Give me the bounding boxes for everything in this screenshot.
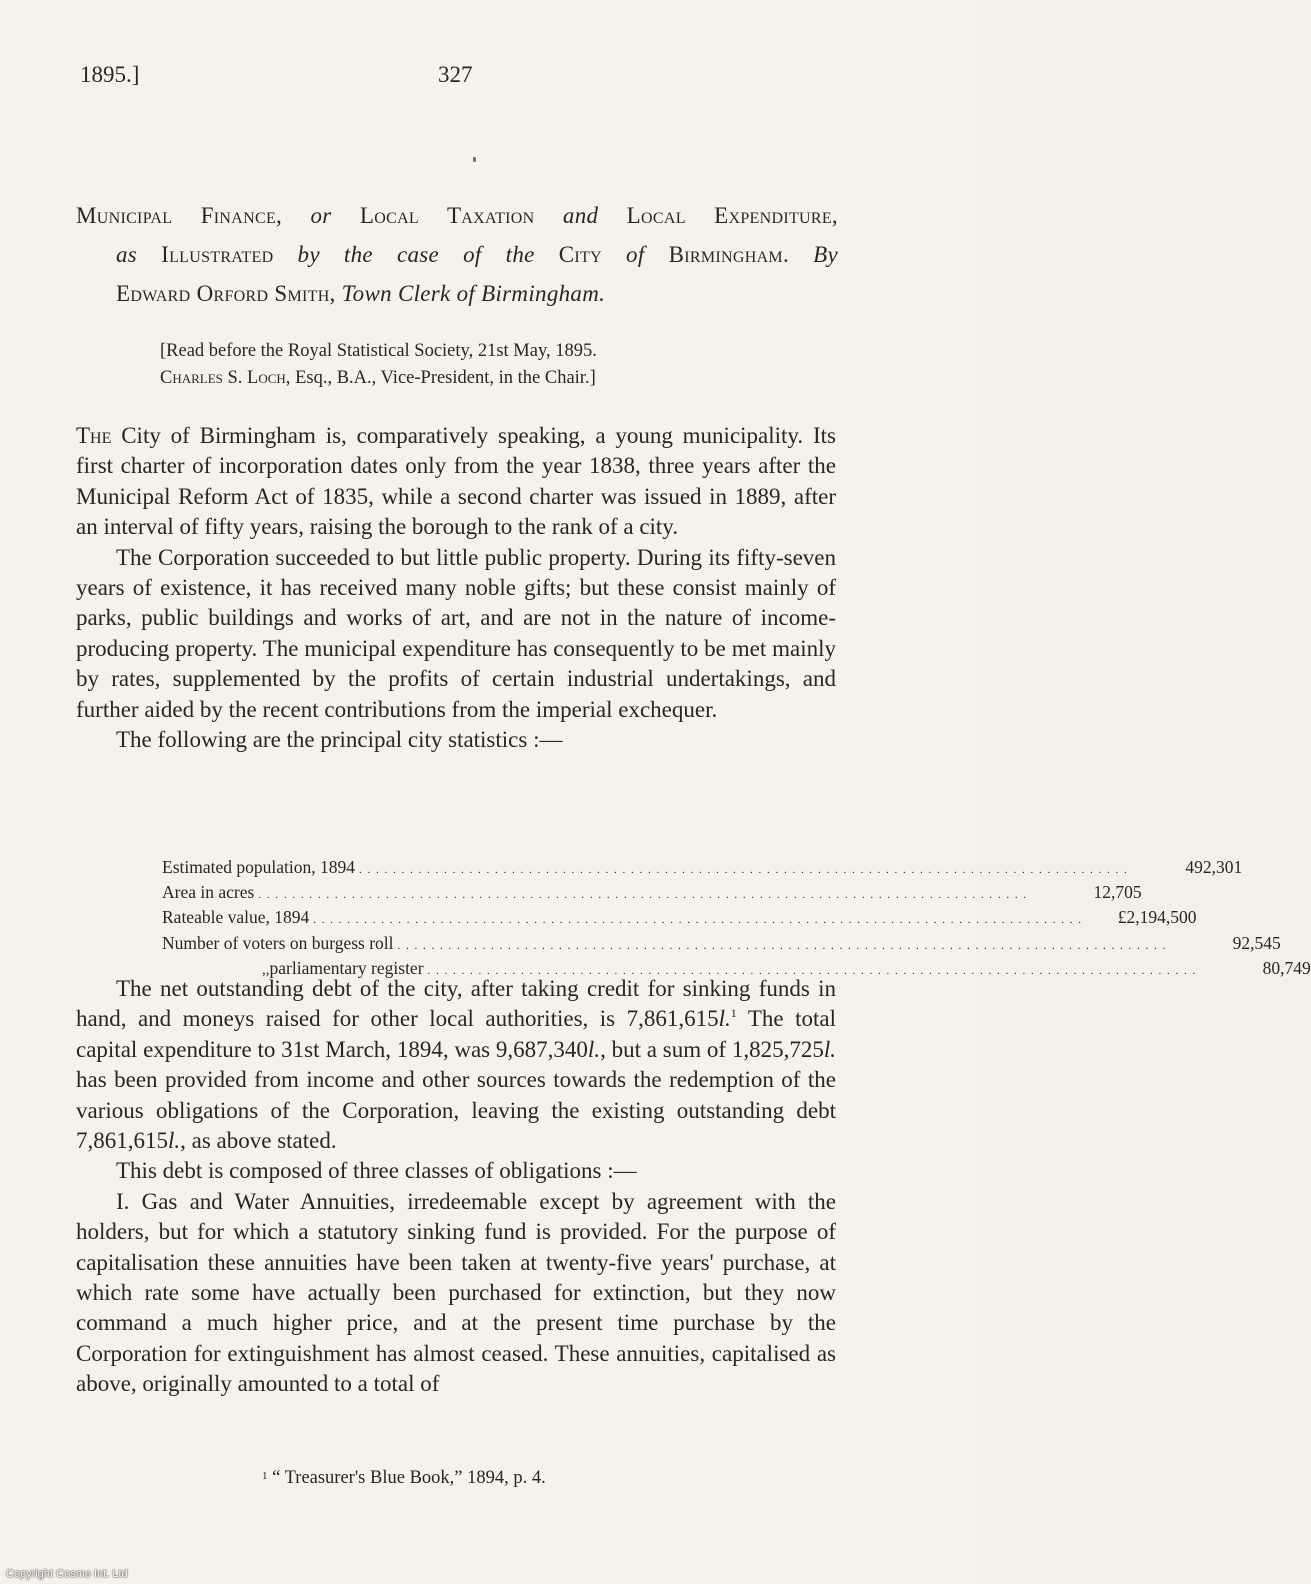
paragraph-1-lead: The [76,423,112,448]
body-text-lower [76,974,836,1400]
leader-dots: . . . . . . . . . . . . . . . . . . . . . . . . . . . . . . . . . . . . . . . . . . . . . . . . . . . . . . . . . . . . . . . . . . . . . . . . . . . . . . . . . . . . . . . . . . . [358,864,1129,876]
leader-dots: . . . . . . . . . . . . . . . . . . . . . . . . . . . . . . . . . . . . . . . . . . . . . . . . . . . . . . . . . . . . . . . . . . . . . . . . . . . . . . . . . . . . . . . . . . . [397,939,1167,952]
stat-value: 492,301 [1185,857,1243,877]
page-number: 327 [438,62,473,87]
title-line-2 [76,235,838,274]
chair-title: Esq., B.A., Vice-President, in the Chair.] [295,368,596,388]
read-note-line-1: [Read before the Royal Statistical Society, 21st May, 1895. [160,341,597,361]
copyright-watermark: Copyright Cosmo Int. Ltd [6,1568,128,1580]
stat-value: £2,194,500 [1117,907,1197,928]
paragraph-2: The Corporation succeeded to but little public property. During its fifty-seven years of existence, it has received many noble gifts; but these consist mainly of parks, public buildings and works of art, and are not in the nature of income-producing property. The municipal expenditure has consequently to be met mainly by rates, supplemented by the profits of certain industrial undertakings, and further aided by the recent contributions from the imperial exchequer. [76,544,836,722]
read-before-note [160,338,760,392]
stat-label: Number of voters on burgess roll [162,932,394,953]
ditto-mark: ,, [262,961,270,978]
title-and: and [562,203,599,228]
title-local-taxation: Local Taxation [359,203,535,228]
stat-label: Area in acres [162,882,255,903]
stat-label: Estimated population, 1894 [162,857,355,877]
stat-value: 92,545 [1232,932,1281,953]
title-line-1 [76,196,838,235]
leader-dots: . . . . . . . . . . . . . . . . . . . . . . . . . . . . . . . . . . . . . . . . . . . . . . . . . . . . . . . . . . . . . . . . . . . . . . . . . . . . . . . . . . . . . . . . . . . [313,914,1083,927]
footnote-text: “ Treasurer's Blue Book,” 1894, p. 4. [272,1468,546,1488]
stat-label: Rateable value, 1894 [162,907,310,928]
leader-dots: . . . . . . . . . . . . . . . . . . . . . . . . . . . . . . . . . . . . . . . . . . . . . . . . . . . . . . . . . . . . . . . . . . . . . . . . . . . . . . . . . . . . . . . . . . . [427,964,1197,977]
paragraph-4-part-e: , as above stated. [180,1128,337,1154]
stat-value: 80,749 [1262,957,1311,978]
pounds-symbol: l. [823,1036,836,1062]
title-municipal-finance: Municipal Finance, [76,203,283,228]
stat-row [162,932,1281,957]
pounds-symbol: l. [718,1006,731,1032]
pounds-symbol: l. [587,1036,601,1062]
title-or: or [310,203,332,228]
title-of: of [626,242,645,267]
author-position: Town Clerk of Birmingham. [341,281,606,306]
paragraph-5: This debt is composed of three classes of obligations :— [116,1158,637,1184]
author-name: Edward Orford Smith, [116,281,336,306]
footnote-reference[interactable]: 1 [730,1006,737,1021]
stat-row [162,856,1243,881]
title-by-the-case: by the case of the [297,242,535,267]
paragraph-6: I. Gas and Water Annuities, irredeemable except by agreement with the holders, but for which a statutory sinking fund is provided. For the purpose of capitalisation these annuities have been taken at twenty-five years' purchase, at which rate some have actually been purchased for extinction, but they now command a much higher price, and at the present time purchase by the Corporation for extinguishment has almost ceased. These annuities, capitalised as above, originally amounted to a total of [76,1188,836,1397]
paragraph-3: The following are the principal city statistics :— [116,727,563,753]
title-city: City [558,242,602,267]
stat-row [162,906,1197,931]
paragraph-1 [76,421,836,543]
stat-label: parliamentary register [269,957,424,978]
body-text-upper [76,421,836,755]
statistics-table [162,856,1311,982]
title-birmingham: Birmingham. [668,242,790,267]
title-by: By [813,242,838,267]
stat-row [162,881,1142,906]
running-head: 1895.] [80,62,140,87]
title-local-expenditure: Local Expenditure, [626,203,838,228]
stat-value: 12,705 [1093,882,1142,903]
article-title [76,196,838,313]
paragraph-1-text: City of Birmingham is, comparatively speaking, a young municipality. Its first charter of incorporation dates only from the year 1838, three years after the Municipal Reform Act of 1835, while a second charter was issued in 1889, after an interval of fifty years, raising the borough to the rank of a city. [76,423,836,540]
paragraph-4-part-a: The net outstanding debt of the city, after taking credit for sinking funds in hand, and moneys raised for other local authorities, is 7,861,615 [76,976,836,1032]
title-illustrated: Illustrated [161,242,274,267]
title-line-3 [76,274,838,313]
read-note-line-2 [160,365,760,392]
leader-dots: . . . . . . . . . . . . . . . . . . . . . . . . . . . . . . . . . . . . . . . . . . . . . . . . . . . . . . . . . . . . . . . . . . . . . . . . . . . . . . . . . . . . . . . . . . . [258,889,1028,902]
pounds-symbol: l. [168,1128,181,1154]
footnote [262,1468,546,1489]
ink-speck [473,157,476,162]
paragraph-4 [76,974,836,1156]
chair-name: Charles S. Loch, [160,368,291,388]
paragraph-4-part-c: , but a sum of 1,825,725 [600,1036,824,1062]
paragraph-4-part-b: The total capital expenditure to 31st March, 1894, was 9,687,340 [76,1006,836,1062]
title-as: as [116,242,138,267]
paragraph-4-part-d: has been provided from income and other sources towards the redemption of the various obligations of the Corporation, leaving the existing outstanding debt 7,861,615 [76,1067,836,1154]
footnote-marker: 1 [262,1470,268,1482]
